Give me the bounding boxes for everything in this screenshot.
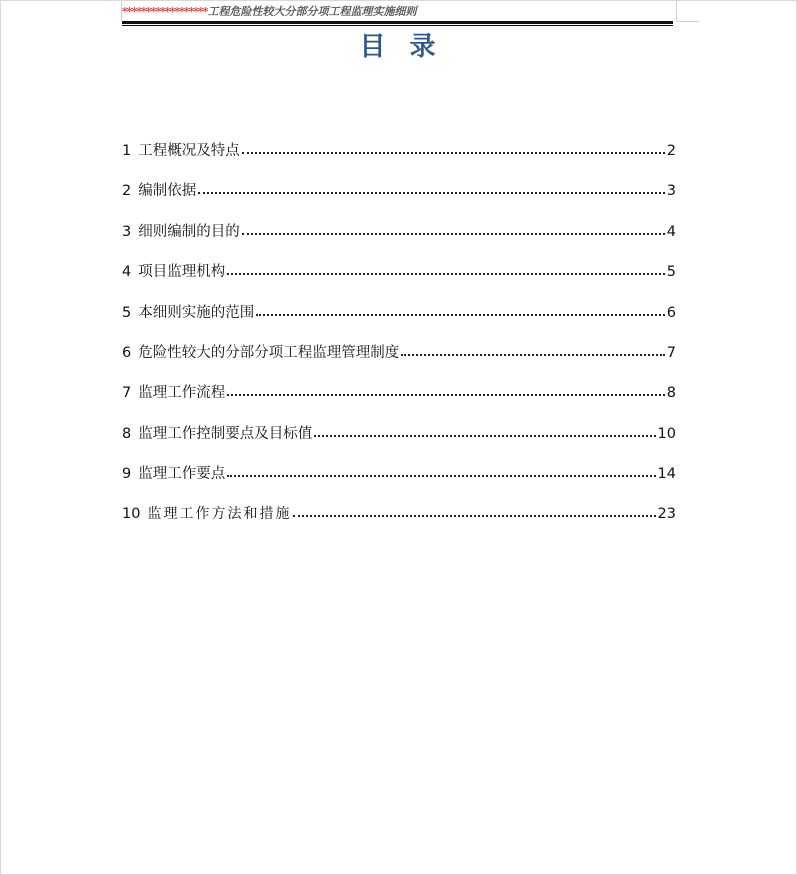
header-rule-thick bbox=[122, 21, 673, 24]
toc-entry-text: 工程概况及特点 bbox=[138, 143, 240, 159]
toc-entry[interactable] bbox=[122, 139, 676, 179]
toc-entry-number: 3 bbox=[122, 223, 132, 240]
toc-entry-page: 3 bbox=[666, 183, 676, 200]
header-frame-right bbox=[676, 1, 677, 21]
page-corner-mark bbox=[677, 21, 699, 22]
toc-entry-text: 监理工作方法和措施 bbox=[147, 505, 292, 522]
toc-leader-dots bbox=[256, 313, 665, 316]
toc-entry[interactable] bbox=[122, 260, 676, 300]
toc-leader-dots bbox=[227, 474, 655, 477]
toc-entry[interactable] bbox=[122, 341, 676, 381]
toc-entry-text: 危险性较大的分部分项工程监理管理制度 bbox=[138, 344, 400, 361]
toc-leader-dots bbox=[293, 514, 655, 517]
header-rule-thin bbox=[122, 25, 673, 26]
toc-entry-number: 7 bbox=[122, 385, 132, 402]
toc-entry[interactable] bbox=[122, 179, 676, 219]
toc-entry-page: 8 bbox=[666, 385, 676, 402]
toc-entry-number: 2 bbox=[122, 183, 132, 200]
toc-entry-page: 23 bbox=[657, 505, 676, 522]
toc-entry[interactable] bbox=[122, 381, 676, 421]
toc-entry-page: 6 bbox=[666, 304, 676, 321]
toc-leader-dots bbox=[227, 272, 665, 275]
toc-entry-text: 本细则实施的范围 bbox=[138, 304, 255, 321]
toc-entry-text: 编制依据 bbox=[138, 183, 197, 200]
toc-entry-number: 10 bbox=[122, 505, 141, 522]
toc-entry-page: 10 bbox=[657, 425, 676, 442]
toc-entry-number: 9 bbox=[122, 466, 132, 483]
toc-leader-dots bbox=[198, 191, 665, 194]
toc-entry[interactable] bbox=[122, 422, 676, 462]
toc-leader-dots bbox=[242, 232, 665, 235]
toc-entry[interactable] bbox=[122, 220, 676, 260]
toc-entry-number: 1 bbox=[122, 143, 132, 159]
toc-leader-dots bbox=[227, 393, 665, 396]
toc-entry-number: 6 bbox=[122, 344, 132, 361]
toc-leader-dots bbox=[401, 353, 665, 356]
toc-entry-page: 4 bbox=[666, 223, 676, 240]
toc-entry-number: 4 bbox=[122, 264, 132, 281]
running-header bbox=[122, 3, 673, 21]
toc-entry-number: 8 bbox=[122, 425, 132, 442]
toc-entry[interactable] bbox=[122, 503, 676, 543]
toc-entry-text: 监理工作流程 bbox=[138, 385, 226, 402]
toc-entry[interactable] bbox=[122, 301, 676, 341]
toc-entry-text: 项目监理机构 bbox=[138, 264, 226, 281]
toc-leader-dots bbox=[314, 434, 655, 437]
header-redacted-name: ****************** bbox=[122, 5, 208, 18]
header-title: 工程危险性较大分部分项工程监理实施细则 bbox=[207, 5, 417, 18]
toc-entry-page: 2 bbox=[666, 143, 676, 159]
toc-entry[interactable] bbox=[122, 462, 676, 502]
toc-entry-text: 监理工作控制要点及目标值 bbox=[138, 425, 313, 442]
table-of-contents bbox=[122, 139, 676, 543]
toc-entry-page: 5 bbox=[666, 264, 676, 281]
toc-entry-text: 监理工作要点 bbox=[138, 466, 226, 483]
toc-entry-page: 14 bbox=[657, 466, 676, 483]
toc-title: 目录 bbox=[359, 32, 460, 62]
toc-leader-dots bbox=[242, 151, 665, 154]
toc-entry-text: 细则编制的目的 bbox=[138, 223, 240, 240]
toc-entry-page: 7 bbox=[666, 344, 676, 361]
toc-entry-number: 5 bbox=[122, 304, 132, 321]
